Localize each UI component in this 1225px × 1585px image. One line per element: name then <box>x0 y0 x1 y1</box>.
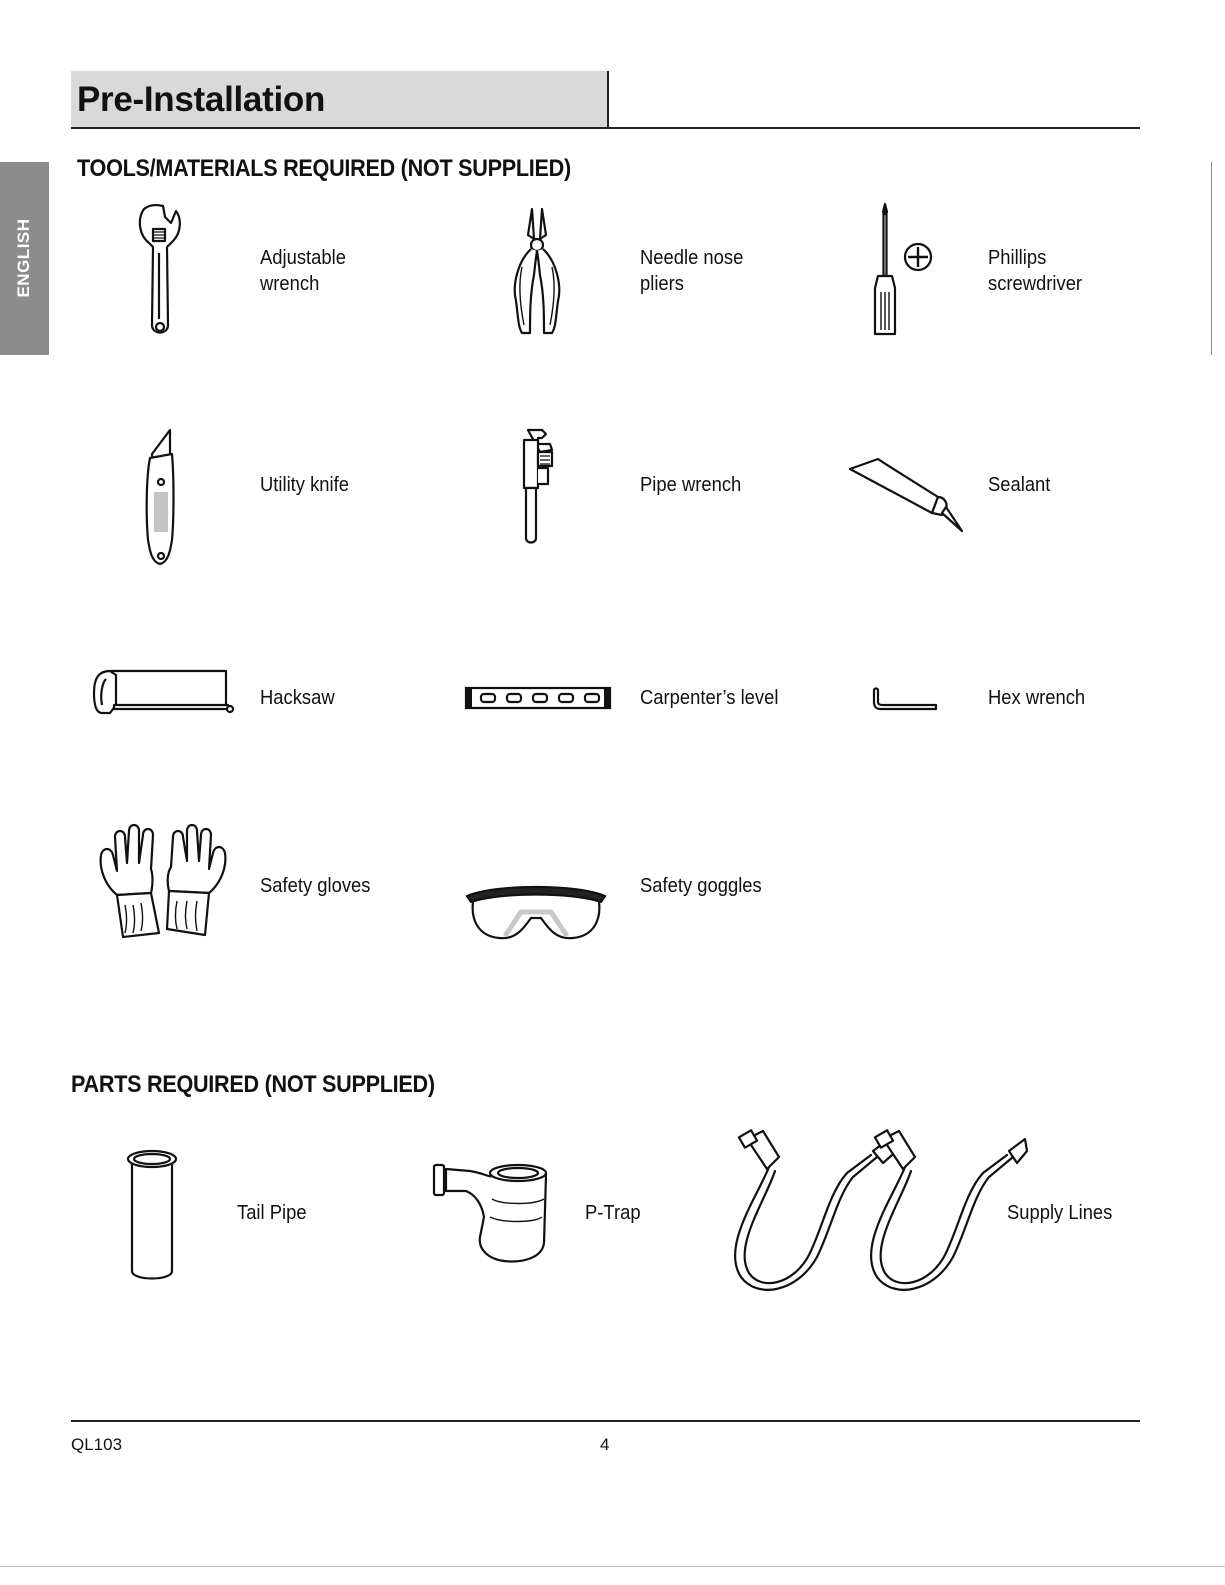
tool-label-needle-nose-pliers: Needle nose pliers <box>640 247 744 295</box>
footer-rule <box>71 1420 1140 1422</box>
language-tab-label: ENGLISH <box>14 218 33 298</box>
safety-gloves-icon <box>97 825 229 941</box>
utility-knife-icon <box>140 428 182 566</box>
tool-label-safety-goggles: Safety goggles <box>640 875 762 897</box>
tail-pipe-icon <box>126 1147 178 1281</box>
safety-goggles-icon <box>465 882 607 942</box>
tool-label-adjustable-wrench: Adjustable wrench <box>260 247 346 295</box>
carpenters-level-icon <box>465 686 611 710</box>
tools-heading: TOOLS/MATERIALS REQUIRED (NOT SUPPLIED) <box>77 155 571 182</box>
phillips-screwdriver-icon <box>870 202 940 340</box>
part-label-p-trap: P-Trap <box>585 1202 641 1224</box>
tool-label-carpenters-level: Carpenter’s level <box>640 687 779 709</box>
parts-heading: PARTS REQUIRED (NOT SUPPLIED) <box>71 1071 435 1098</box>
page-number: 4 <box>600 1435 610 1454</box>
tool-label-hacksaw: Hacksaw <box>260 687 335 709</box>
page-title: Pre-Installation <box>77 80 326 119</box>
adjustable-wrench-icon <box>135 203 185 339</box>
pipe-wrench-icon <box>516 428 560 544</box>
page-edge-mark <box>1211 162 1212 355</box>
tool-label-safety-gloves: Safety gloves <box>260 875 371 897</box>
tool-label-utility-knife: Utility knife <box>260 474 349 496</box>
tool-label-phillips-screwdriver: Phillips screwdriver <box>988 247 1083 295</box>
part-label-tail-pipe: Tail Pipe <box>237 1202 307 1224</box>
tool-label-pipe-wrench: Pipe wrench <box>640 474 742 496</box>
tool-label-sealant: Sealant <box>988 474 1051 496</box>
page-bottom-edge <box>0 1566 1225 1567</box>
header-rule <box>71 127 1140 129</box>
hex-wrench-icon <box>872 686 940 712</box>
part-label-supply-lines: Supply Lines <box>1007 1202 1113 1224</box>
tool-label-hex-wrench: Hex wrench <box>988 687 1086 709</box>
needle-nose-pliers-icon <box>508 205 566 337</box>
p-trap-icon <box>430 1155 560 1265</box>
model-number: QL103 <box>71 1435 123 1454</box>
sealant-tube-icon <box>848 455 964 533</box>
hacksaw-icon <box>90 665 235 717</box>
supply-lines-icon <box>727 1127 1027 1297</box>
